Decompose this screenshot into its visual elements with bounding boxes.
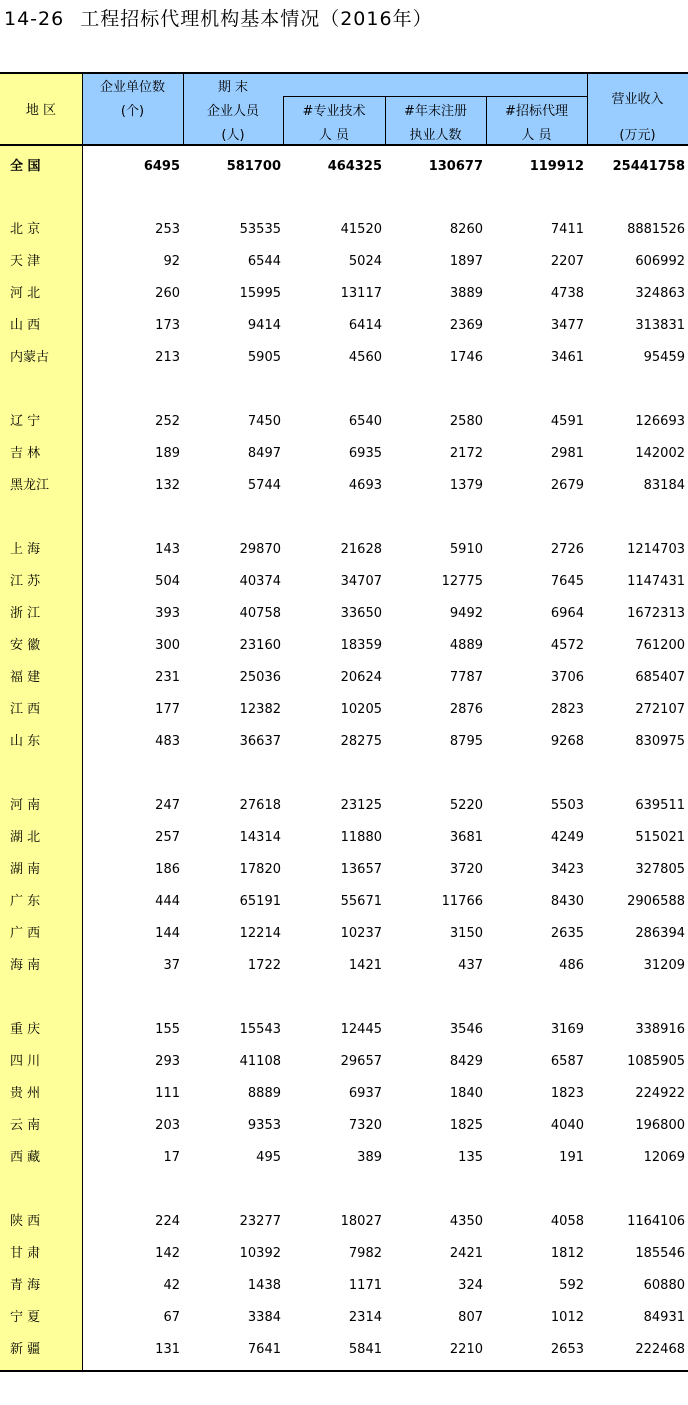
table-row-revenue: 83184 — [643, 478, 685, 493]
table-row-registered: 2876 — [449, 702, 483, 717]
table-row-name: 四 川 — [10, 1054, 41, 1069]
table-row-units: 252 — [155, 414, 180, 429]
table-row-registered: 1825 — [449, 1118, 483, 1133]
table-row-name: 吉 林 — [10, 446, 41, 461]
table-row-registered: 1379 — [449, 478, 483, 493]
national-row-agency-staff: 119912 — [529, 159, 584, 174]
table-row-registered: 2421 — [449, 1246, 483, 1261]
table-top-rule — [0, 72, 688, 74]
table-row-staff: 23160 — [239, 638, 281, 653]
table-row-staff: 6544 — [247, 254, 281, 269]
table-row-units: 224 — [155, 1214, 180, 1229]
header-tech: #专业技术 — [302, 104, 366, 119]
table-title: 工程招标代理机构基本情况（2016年） — [80, 8, 433, 30]
table-row-agency-staff: 4058 — [550, 1214, 584, 1229]
table-row-revenue: 515021 — [635, 830, 685, 845]
table-row-registered: 9492 — [449, 606, 483, 621]
table-row-registered: 1746 — [449, 350, 483, 365]
table-row-revenue: 324863 — [635, 286, 685, 301]
table-row-staff: 495 — [256, 1150, 281, 1165]
table-row-revenue: 126693 — [635, 414, 685, 429]
table-row-name: 江 西 — [10, 702, 41, 717]
table-row-revenue: 8881526 — [627, 222, 685, 237]
table-row-name: 青 海 — [10, 1278, 41, 1293]
header-bottom-rule — [0, 144, 688, 146]
header-agency-2: 人 员 — [521, 128, 552, 143]
table-row-name: 山 西 — [10, 318, 41, 333]
table-row-name: 重 庆 — [10, 1022, 41, 1037]
table-row-agency-staff: 2823 — [550, 702, 584, 717]
table-row-name: 广 东 — [10, 894, 41, 909]
table-row-revenue: 1085905 — [627, 1054, 685, 1069]
table-row-registered: 8260 — [449, 222, 483, 237]
table-row-agency-staff: 191 — [559, 1150, 584, 1165]
header-units-unit: (个) — [120, 104, 145, 119]
table-row-agency-staff: 3461 — [550, 350, 584, 365]
table-row-tech-staff: 6937 — [348, 1086, 382, 1101]
table-row-registered: 324 — [458, 1278, 483, 1293]
table-row-revenue: 224922 — [635, 1086, 685, 1101]
table-row-name: 天 津 — [10, 254, 41, 269]
table-row-agency-staff: 486 — [559, 958, 584, 973]
table-row-name: 河 北 — [10, 286, 41, 301]
table-row-agency-staff: 1012 — [550, 1310, 584, 1325]
table-row-revenue: 606992 — [635, 254, 685, 269]
table-row-registered: 7787 — [449, 670, 483, 685]
table-row-tech-staff: 41520 — [340, 222, 382, 237]
table-row-name: 浙 江 — [10, 606, 41, 621]
table-row-tech-staff: 5024 — [348, 254, 382, 269]
table-row-staff: 12214 — [239, 926, 281, 941]
table-row-revenue: 830975 — [635, 734, 685, 749]
table-row-registered: 135 — [458, 1150, 483, 1165]
table-row-tech-staff: 34707 — [340, 574, 382, 589]
table-row-registered: 5910 — [449, 542, 483, 557]
table-row-agency-staff: 3169 — [550, 1022, 584, 1037]
table-row-tech-staff: 6935 — [348, 446, 382, 461]
table-row-staff: 36637 — [239, 734, 281, 749]
table-row-name: 广 西 — [10, 926, 41, 941]
table-row-units: 92 — [163, 254, 180, 269]
table-row-staff: 41108 — [239, 1054, 281, 1069]
table-row-revenue: 196800 — [635, 1118, 685, 1133]
table-row-units: 189 — [155, 446, 180, 461]
table-row-units: 444 — [155, 894, 180, 909]
table-row-staff: 1722 — [247, 958, 281, 973]
table-row-name: 湖 南 — [10, 862, 41, 877]
table-row-revenue: 286394 — [635, 926, 685, 941]
table-row-registered: 3546 — [449, 1022, 483, 1037]
header-staff-unit: (人) — [221, 128, 245, 143]
table-row-agency-staff: 2207 — [550, 254, 584, 269]
table-row-agency-staff: 592 — [559, 1278, 584, 1293]
table-row-name: 上 海 — [10, 542, 41, 557]
table-row-registered: 4350 — [449, 1214, 483, 1229]
national-row-tech-staff: 464325 — [327, 159, 382, 174]
table-row-staff: 29870 — [239, 542, 281, 557]
table-row-staff: 10392 — [239, 1246, 281, 1261]
table-row-name: 云 南 — [10, 1118, 41, 1133]
table-row-revenue: 338916 — [635, 1022, 685, 1037]
table-row-units: 231 — [155, 670, 180, 685]
table-row-units: 300 — [155, 638, 180, 653]
table-row-registered: 1897 — [449, 254, 483, 269]
table-row-tech-staff: 21628 — [340, 542, 382, 557]
table-row-registered: 3720 — [449, 862, 483, 877]
table-row-revenue: 1147431 — [627, 574, 685, 589]
table-row-staff: 23277 — [239, 1214, 281, 1229]
table-row-revenue: 313831 — [635, 318, 685, 333]
page-title — [4, 4, 433, 31]
table-row-revenue: 761200 — [635, 638, 685, 653]
table-row-staff: 12382 — [239, 702, 281, 717]
table-row-tech-staff: 29657 — [340, 1054, 382, 1069]
table-row-agency-staff: 7411 — [550, 222, 584, 237]
table-row-revenue: 84931 — [643, 1310, 685, 1325]
table-row-registered: 807 — [458, 1310, 483, 1325]
data-table — [0, 72, 688, 1372]
table-row-tech-staff: 1421 — [348, 958, 382, 973]
national-row-units: 6495 — [143, 159, 180, 174]
table-row-revenue: 272107 — [635, 702, 685, 717]
table-row-tech-staff: 12445 — [340, 1022, 382, 1037]
table-row-staff: 17820 — [239, 862, 281, 877]
table-row-agency-staff: 2653 — [550, 1342, 584, 1357]
table-row-tech-staff: 10205 — [340, 702, 382, 717]
table-row-units: 203 — [155, 1118, 180, 1133]
table-row-units: 17 — [163, 1150, 180, 1165]
table-row-tech-staff: 6540 — [348, 414, 382, 429]
table-row-staff: 7641 — [247, 1342, 281, 1357]
table-row-tech-staff: 18027 — [340, 1214, 382, 1229]
table-row-agency-staff: 4738 — [550, 286, 584, 301]
table-row-revenue: 95459 — [643, 350, 685, 365]
table-row-tech-staff: 23125 — [340, 798, 382, 813]
table-row-tech-staff: 10237 — [340, 926, 382, 941]
table-row-agency-staff: 6587 — [550, 1054, 584, 1069]
table-number: 14-26 — [4, 8, 65, 30]
table-row-name: 山 东 — [10, 734, 41, 749]
table-row-registered: 2172 — [449, 446, 483, 461]
national-row-registered: 130677 — [428, 159, 483, 174]
table-row-name: 贵 州 — [10, 1086, 41, 1101]
table-row-revenue: 185546 — [635, 1246, 685, 1261]
table-row-agency-staff: 4572 — [550, 638, 584, 653]
table-row-units: 131 — [155, 1342, 180, 1357]
table-row-agency-staff: 2726 — [550, 542, 584, 557]
table-row-agency-staff: 3423 — [550, 862, 584, 877]
table-row-agency-staff: 5503 — [550, 798, 584, 813]
table-row-tech-staff: 389 — [357, 1150, 382, 1165]
table-row-name: 宁 夏 — [10, 1310, 41, 1325]
table-row-units: 144 — [155, 926, 180, 941]
table-row-tech-staff: 4693 — [348, 478, 382, 493]
table-row-tech-staff: 4560 — [348, 350, 382, 365]
table-row-name: 甘 肃 — [10, 1246, 41, 1261]
table-row-tech-staff: 28275 — [340, 734, 382, 749]
table-row-name: 新 疆 — [10, 1342, 41, 1357]
table-row-agency-staff: 1823 — [550, 1086, 584, 1101]
table-row-staff: 40374 — [239, 574, 281, 589]
table-row-staff: 1438 — [247, 1278, 281, 1293]
table-row-staff: 8497 — [247, 446, 281, 461]
table-row-registered: 3681 — [449, 830, 483, 845]
table-row-staff: 5744 — [247, 478, 281, 493]
table-row-agency-staff: 3706 — [550, 670, 584, 685]
table-row-units: 247 — [155, 798, 180, 813]
table-row-units: 213 — [155, 350, 180, 365]
table-row-staff: 14314 — [239, 830, 281, 845]
table-row-tech-staff: 11880 — [340, 830, 382, 845]
header-sub-rule — [283, 96, 587, 97]
table-row-staff: 5905 — [247, 350, 281, 365]
table-row-name: 福 建 — [10, 670, 41, 685]
table-row-staff: 7450 — [247, 414, 281, 429]
table-row-name: 陕 西 — [10, 1214, 41, 1229]
table-row-tech-staff: 7320 — [348, 1118, 382, 1133]
table-row-staff: 9353 — [247, 1118, 281, 1133]
table-row-registered: 2369 — [449, 318, 483, 333]
table-row-units: 143 — [155, 542, 180, 557]
table-row-staff: 53535 — [239, 222, 281, 237]
table-row-name: 北 京 — [10, 222, 41, 237]
table-row-name: 安 徽 — [10, 638, 41, 653]
national-row-staff: 581700 — [226, 159, 281, 174]
national-row-name: 全 国 — [10, 159, 41, 174]
table-row-agency-staff: 4591 — [550, 414, 584, 429]
table-row-registered: 437 — [458, 958, 483, 973]
table-row-units: 186 — [155, 862, 180, 877]
header-registered: #年末注册 — [404, 104, 467, 119]
table-row-tech-staff: 1171 — [348, 1278, 382, 1293]
table-row-name: 海 南 — [10, 958, 41, 973]
table-row-units: 293 — [155, 1054, 180, 1069]
table-row-tech-staff: 7982 — [348, 1246, 382, 1261]
table-row-staff: 15543 — [239, 1022, 281, 1037]
table-row-units: 260 — [155, 286, 180, 301]
table-row-name: 西 藏 — [10, 1150, 41, 1165]
table-row-tech-staff: 13117 — [340, 286, 382, 301]
table-row-agency-staff: 6964 — [550, 606, 584, 621]
header-units: 企业单位数 — [99, 80, 165, 95]
table-row-registered: 4889 — [449, 638, 483, 653]
table-row-units: 155 — [155, 1022, 180, 1037]
table-row-agency-staff: 1812 — [550, 1246, 584, 1261]
table-row-revenue: 1164106 — [627, 1214, 685, 1229]
table-row-units: 132 — [155, 478, 180, 493]
table-row-units: 42 — [163, 1278, 180, 1293]
table-row-name: 江 苏 — [10, 574, 41, 589]
table-row-tech-staff: 55671 — [340, 894, 382, 909]
table-row-agency-staff: 2679 — [550, 478, 584, 493]
table-row-agency-staff: 2981 — [550, 446, 584, 461]
national-row-revenue: 25441758 — [612, 159, 685, 174]
table-row-tech-staff: 20624 — [340, 670, 382, 685]
table-row-staff: 65191 — [239, 894, 281, 909]
table-row-units: 37 — [163, 958, 180, 973]
table-row-staff: 27618 — [239, 798, 281, 813]
table-row-name: 内蒙古 — [10, 350, 50, 365]
table-row-agency-staff: 9268 — [550, 734, 584, 749]
table-row-revenue: 60880 — [643, 1278, 685, 1293]
table-row-registered: 3150 — [449, 926, 483, 941]
table-row-name: 河 南 — [10, 798, 41, 813]
table-row-registered: 3889 — [449, 286, 483, 301]
table-row-registered: 2580 — [449, 414, 483, 429]
header-registered-2: 执业人数 — [409, 128, 462, 143]
table-row-units: 142 — [155, 1246, 180, 1261]
table-row-revenue: 12069 — [643, 1150, 685, 1165]
table-row-units: 173 — [155, 318, 180, 333]
table-row-revenue: 1214703 — [627, 542, 685, 557]
table-row-staff: 3384 — [247, 1310, 281, 1325]
header-period-end: 期 末 — [217, 80, 249, 95]
table-row-staff: 9414 — [247, 318, 281, 333]
table-row-agency-staff: 3477 — [550, 318, 584, 333]
table-row-tech-staff: 6414 — [348, 318, 382, 333]
table-row-name: 黑龙江 — [10, 478, 50, 493]
table-row-tech-staff: 5841 — [348, 1342, 382, 1357]
table-row-revenue: 639511 — [635, 798, 685, 813]
table-row-units: 504 — [155, 574, 180, 589]
table-row-agency-staff: 4040 — [550, 1118, 584, 1133]
table-row-tech-staff: 2314 — [348, 1310, 382, 1325]
table-row-revenue: 222468 — [635, 1342, 685, 1357]
table-row-revenue: 327805 — [635, 862, 685, 877]
table-row-registered: 11766 — [441, 894, 483, 909]
table-row-name: 湖 北 — [10, 830, 41, 845]
table-row-registered: 12775 — [441, 574, 483, 589]
header-agency: #招标代理 — [505, 104, 568, 119]
table-row-units: 257 — [155, 830, 180, 845]
table-row-registered: 1840 — [449, 1086, 483, 1101]
header-staff: 企业人员 — [206, 104, 259, 119]
table-bottom-rule — [0, 1370, 688, 1372]
header-revenue: 营业收入 — [611, 92, 664, 107]
table-row-registered: 2210 — [449, 1342, 483, 1357]
table-row-revenue: 685407 — [635, 670, 685, 685]
table-row-agency-staff: 2635 — [550, 926, 584, 941]
table-row-units: 111 — [155, 1086, 180, 1101]
table-row-staff: 25036 — [239, 670, 281, 685]
table-row-revenue: 31209 — [643, 958, 685, 973]
table-row-registered: 8795 — [449, 734, 483, 749]
table-row-tech-staff: 13657 — [340, 862, 382, 877]
header-revenue-unit: (万元) — [619, 128, 656, 143]
table-row-units: 393 — [155, 606, 180, 621]
table-row-units: 483 — [155, 734, 180, 749]
header-region: 地 区 — [25, 103, 57, 118]
table-row-revenue: 1672313 — [627, 606, 685, 621]
table-row-units: 253 — [155, 222, 180, 237]
table-row-staff: 40758 — [239, 606, 281, 621]
table-row-revenue: 142002 — [635, 446, 685, 461]
table-row-name: 辽 宁 — [10, 414, 41, 429]
table-row-units: 67 — [163, 1310, 180, 1325]
table-row-units: 177 — [155, 702, 180, 717]
table-row-tech-staff: 33650 — [340, 606, 382, 621]
table-row-agency-staff: 7645 — [550, 574, 584, 589]
table-row-registered: 5220 — [449, 798, 483, 813]
table-row-staff: 8889 — [247, 1086, 281, 1101]
header-tech-2: 人 员 — [318, 128, 350, 143]
table-row-agency-staff: 4249 — [550, 830, 584, 845]
table-row-revenue: 2906588 — [627, 894, 685, 909]
table-row-staff: 15995 — [239, 286, 281, 301]
table-row-agency-staff: 8430 — [550, 894, 584, 909]
table-row-tech-staff: 18359 — [340, 638, 382, 653]
table-row-registered: 8429 — [449, 1054, 483, 1069]
